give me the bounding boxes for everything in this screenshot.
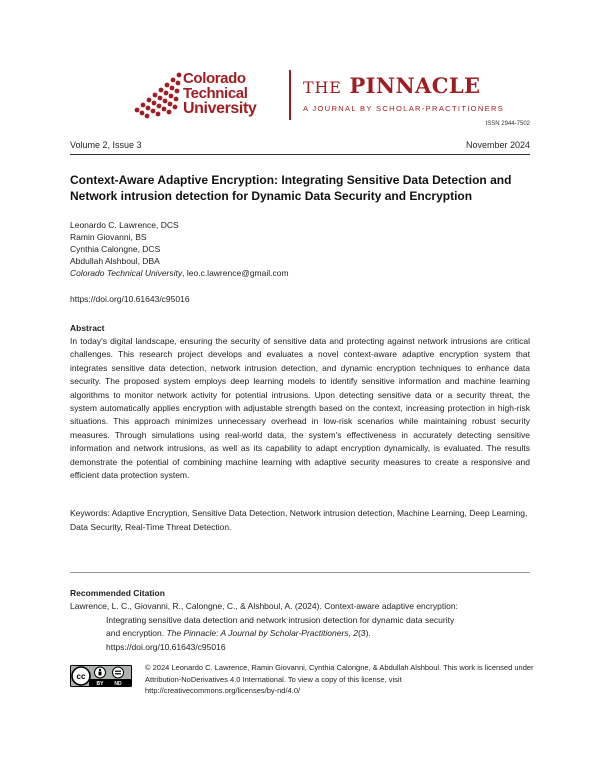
citation-line: Integrating sensitive data detection and network intrusion detection for dynamic data security: [106, 614, 455, 625]
journal-title: [303, 73, 480, 98]
cc-badge-nd: ND: [114, 681, 122, 687]
issue-date: November 2024: [465, 140, 530, 150]
citation-doi-link[interactable]: https://doi.org/10.61643/c95016: [106, 641, 226, 652]
issue-divider: [70, 154, 530, 155]
citation-text: [70, 600, 530, 654]
citation-heading: Recommended Citation: [70, 588, 165, 598]
cc-badge-cc: cc: [76, 672, 86, 681]
doi-link[interactable]: https://doi.org/10.61643/c95016: [70, 294, 190, 304]
keywords: Keywords: Adaptive Encryption, Sensitive Data Detection, Network intrusion detection, Machine Learning, Deep Learning, Data Security, Real-Time Threat Detection.: [70, 508, 528, 532]
volume-issue: Volume 2, Issue 3: [70, 140, 142, 150]
article-title: Context-Aware Adaptive Encryption: Integrating Sensitive Data Detection and Network intrusion detection for Dynamic Data Security and Encryption: [70, 173, 512, 203]
cc-badge-by: BY: [96, 681, 104, 687]
author: Ramin Giovanni, BS: [70, 232, 147, 242]
citation-line: [70, 627, 530, 641]
cc-by-nd-license-icon[interactable]: [70, 665, 132, 687]
citation-line: Lawrence, L. C., Giovanni, R., Calongne, C., & Alshboul, A. (2024). Context-aware adaptive encryption:: [70, 601, 458, 611]
affiliation: [70, 268, 289, 278]
issn: ISSN 2944-7502: [485, 121, 530, 127]
university-name-line-1: Colorado: [183, 70, 246, 87]
citation-volume: 2: [353, 628, 359, 638]
abstract-text: In today's digital landscape, ensuring the security of sensitive data and protecting against network intrusions are critical challenges. This research project develops and evaluates a novel context-aware adaptive encryption system that integrates sensitive data detection, network intrusion detection, and dynamic encryption techniques to enhance data security. The proposed system employs deep learning models to identify sensitive information and machine learning algorithms to monitor network activity for potential intrusions. Upon detecting sensitive data or a security threat, the system automatically applies encryption with adjustable strength based on the context, increasing protection in high-risk situations. This approach minimizes unnecessary overhead in low-risk scenarios while maintaining robust security measures. Through simulations using real-world data, the system's effectiveness in accurately detecting sensitive information and network intrusions, as well as its capability to adapt encryption dynamically, is evaluated. The results demonstrate the potential of combining machine learning with adaptive security measures to create a responsive and efficient data protection system.: [70, 336, 530, 481]
author: Leonardo C. Lawrence, DCS: [70, 220, 179, 230]
citation-text-b: ,: [348, 628, 354, 638]
university-name-line-3: University: [183, 100, 257, 117]
affiliation-institution: Colorado Technical University: [70, 268, 183, 278]
citation-journal: The Pinnacle: A Journal by Scholar-Practitioners: [166, 628, 349, 638]
journal-title-name: PINNACLE: [349, 73, 481, 98]
abstract-heading: Abstract: [70, 323, 105, 333]
header-divider: [289, 70, 291, 120]
author: Abdullah Alshboul, DBA: [70, 256, 160, 266]
author: Cynthia Calongne, DCS: [70, 244, 161, 254]
ctu-logo-mark-icon: [133, 70, 183, 120]
license-text: © 2024 Leonardo C. Lawrence, Ramin Giovanni, Cynthia Calongne, & Abdullah Alshboul. This work is licensed under Attribution-NoDerivatives 4.0 International. To view a copy of this license, visit http://creativecommons.org/licenses/by-nd/4.0/: [145, 663, 534, 696]
footer-divider: [70, 572, 530, 573]
journal-subtitle: A JOURNAL BY SCHOLAR-PRACTITIONERS: [303, 104, 505, 113]
citation-text-a: and encryption.: [106, 628, 167, 638]
affiliation-email[interactable]: , leo.c.lawrence@gmail.com: [182, 268, 289, 278]
citation-issue: (3).: [358, 628, 371, 638]
journal-title-the: THE: [303, 78, 342, 97]
university-name-line-2: Technical: [183, 85, 248, 102]
